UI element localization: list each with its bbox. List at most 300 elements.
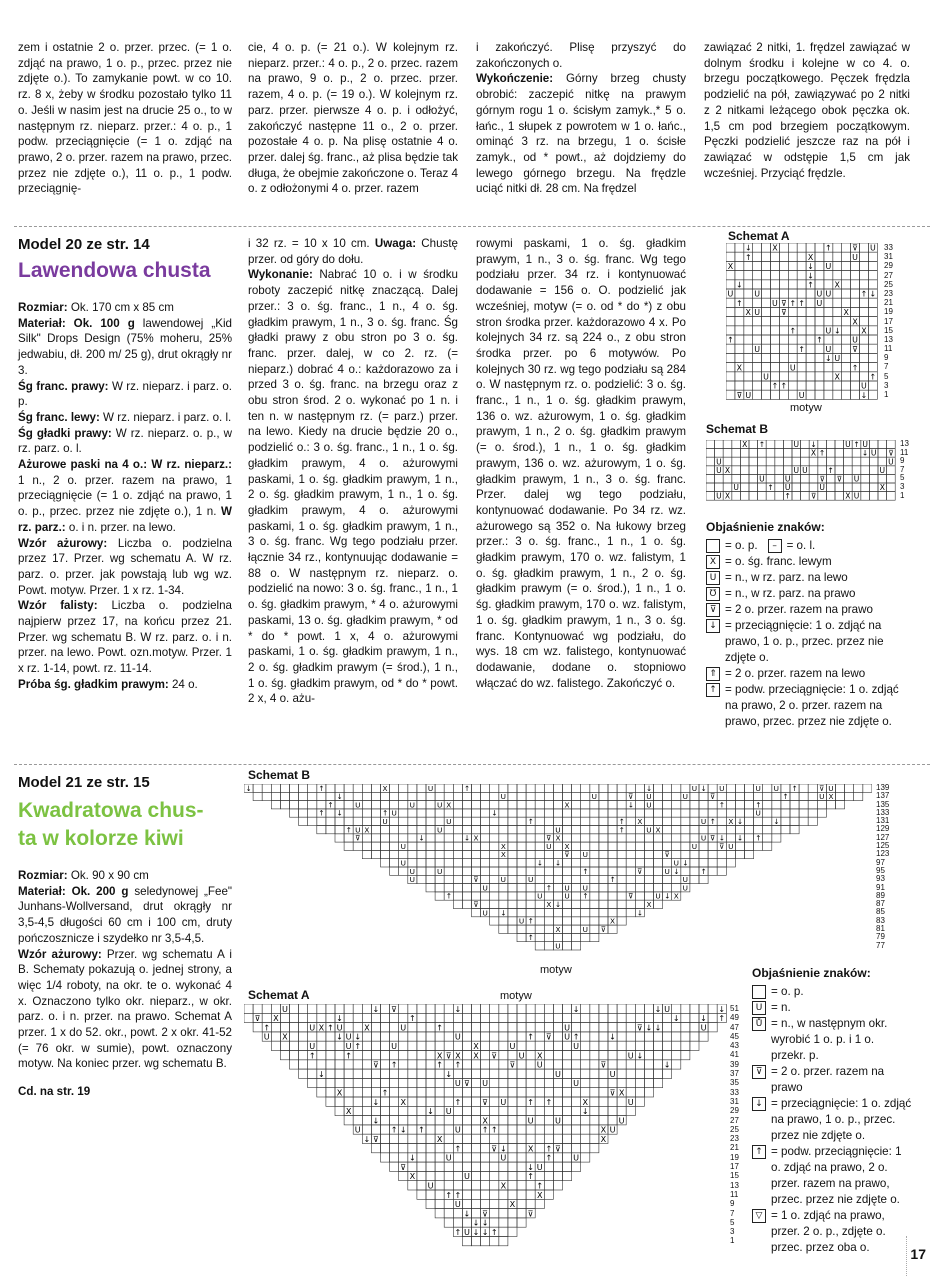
chart-cell bbox=[878, 474, 887, 483]
chart-cell bbox=[499, 1041, 508, 1050]
m21-schemat-b-motyw: motyw bbox=[540, 964, 572, 976]
chart-cell bbox=[426, 1060, 435, 1069]
m20-wf bbox=[18, 598, 232, 677]
chart-cell bbox=[801, 474, 810, 483]
chart-cell bbox=[726, 792, 735, 800]
legend-symbol-icon: Ů bbox=[752, 1017, 766, 1031]
m20-wa-t: Liczba o. podzielna przez 17. Przer. wg schematu A. W rz. parz. o. przer. jak powstają lub wg wz. Powt. motyw. Przer. 1 x rz. 1-34. bbox=[18, 536, 232, 597]
row-number: 41 bbox=[730, 1050, 739, 1060]
chart-symbol: U bbox=[784, 483, 791, 493]
chart-cell bbox=[672, 1032, 681, 1041]
chart-cell bbox=[654, 792, 663, 800]
chart-cell bbox=[779, 243, 788, 252]
chart-cell bbox=[481, 859, 490, 867]
chart-symbol: U bbox=[355, 800, 361, 810]
chart-symbol: U bbox=[454, 1199, 461, 1210]
chart-symbol: U bbox=[664, 866, 670, 876]
chart-cell bbox=[779, 317, 788, 326]
row-number: 15 bbox=[730, 1171, 739, 1181]
chart-cell bbox=[362, 809, 371, 817]
chart-cell bbox=[744, 372, 753, 381]
chart-symbol: U bbox=[355, 825, 361, 835]
chart-cell bbox=[308, 1069, 317, 1078]
chart-cell bbox=[535, 942, 544, 950]
chart-symbol: ⊽ bbox=[564, 850, 570, 860]
chart-symbol: ↑ bbox=[327, 800, 334, 810]
chart-cell bbox=[444, 1199, 453, 1208]
chart-cell bbox=[681, 850, 690, 858]
chart-symbol: ↓ bbox=[645, 784, 653, 793]
chart-symbol: ⊽ bbox=[836, 474, 843, 484]
chart-cell bbox=[472, 1078, 481, 1087]
chart-cell bbox=[735, 353, 744, 362]
chart-cell bbox=[745, 809, 754, 817]
chart-cell bbox=[581, 1023, 590, 1032]
chart-cell bbox=[608, 1051, 617, 1060]
chart-cell bbox=[326, 1004, 335, 1013]
chart-symbol: U bbox=[409, 800, 416, 810]
m20-schemat-b-label: Schemat B bbox=[706, 422, 769, 436]
chart-cell bbox=[408, 1181, 417, 1190]
chart-cell bbox=[715, 449, 724, 458]
chart-symbol: U bbox=[564, 1022, 571, 1033]
model20-col-2 bbox=[248, 236, 458, 707]
chart-symbol: ⊽ bbox=[819, 784, 825, 793]
chart-symbol: U bbox=[682, 875, 689, 885]
chart-cell bbox=[815, 344, 824, 353]
chart-symbol: X bbox=[318, 1022, 325, 1033]
chart-cell bbox=[508, 1153, 517, 1162]
chart-cell bbox=[861, 457, 870, 466]
chart-cell bbox=[644, 1051, 653, 1060]
chart-cell bbox=[835, 440, 844, 449]
chart-cell bbox=[581, 1153, 590, 1162]
chart-cell bbox=[453, 859, 462, 867]
chart-cell bbox=[499, 1171, 508, 1180]
chart-cell bbox=[371, 784, 380, 792]
chart-cell bbox=[472, 1069, 481, 1078]
chart-cell bbox=[790, 792, 799, 800]
chart-cell bbox=[444, 1144, 453, 1153]
chart-cell bbox=[453, 834, 462, 842]
chart-cell bbox=[417, 809, 426, 817]
row-number: 133 bbox=[876, 807, 890, 817]
m21-schemat-a-motyw: motyw bbox=[500, 990, 532, 1002]
chart-symbol: U bbox=[564, 1031, 571, 1042]
chart-symbol: ↓ bbox=[408, 1152, 416, 1163]
chart-cell bbox=[253, 1004, 262, 1013]
chart-cell bbox=[472, 1171, 481, 1180]
chart-cell bbox=[681, 842, 690, 850]
chart-symbol: ↑ bbox=[736, 298, 743, 308]
chart-cell bbox=[608, 801, 617, 809]
chart-cell bbox=[444, 1041, 453, 1050]
chart-cell bbox=[444, 1013, 453, 1022]
chart-cell bbox=[526, 859, 535, 867]
chart-cell bbox=[462, 1181, 471, 1190]
chart-cell bbox=[344, 792, 353, 800]
chart-cell bbox=[599, 792, 608, 800]
chart-symbol: X bbox=[500, 850, 506, 860]
chart-cell bbox=[308, 1078, 317, 1087]
chart-cell bbox=[861, 483, 870, 492]
chart-cell bbox=[608, 850, 617, 858]
chart-cell bbox=[663, 875, 672, 883]
chart-cell bbox=[499, 917, 508, 925]
chart-cell bbox=[590, 1060, 599, 1069]
chart-cell bbox=[717, 817, 726, 825]
chart-cell bbox=[806, 353, 815, 362]
chart-symbol: U bbox=[546, 841, 552, 851]
legend-symbol-icon: ↑ bbox=[752, 1145, 766, 1159]
chart-cell bbox=[499, 1106, 508, 1115]
m20-wa-h: Wzór ażurowy: bbox=[18, 536, 108, 550]
chart-symbol: U bbox=[789, 363, 796, 373]
chart-cell bbox=[792, 483, 801, 492]
chart-cell bbox=[878, 492, 887, 501]
chart-cell bbox=[290, 1023, 299, 1032]
chart-cell bbox=[517, 792, 526, 800]
chart-cell bbox=[508, 1227, 517, 1236]
chart-symbol: ↑ bbox=[454, 1143, 462, 1154]
row-number: 77 bbox=[876, 940, 885, 950]
chart-cell bbox=[553, 1060, 562, 1069]
chart-cell bbox=[726, 834, 735, 842]
chart-symbol: ↓ bbox=[481, 1227, 489, 1237]
chart-cell bbox=[390, 867, 399, 875]
chart-cell bbox=[644, 850, 653, 858]
chart-cell bbox=[499, 1190, 508, 1199]
chart-symbol: U bbox=[382, 817, 388, 826]
chart-cell bbox=[390, 1078, 399, 1087]
chart-cell bbox=[608, 859, 617, 867]
model21-label: Model 21 ze str. 15 bbox=[18, 774, 150, 791]
chart-cell bbox=[887, 440, 896, 449]
chart-cell bbox=[308, 801, 317, 809]
chart-cell bbox=[745, 834, 754, 842]
chart-cell bbox=[408, 1144, 417, 1153]
chart-cell bbox=[544, 1162, 553, 1171]
chart-cell bbox=[371, 1088, 380, 1097]
chart-symbol: ↑ bbox=[327, 1022, 334, 1033]
chart-cell bbox=[462, 1106, 471, 1115]
chart-cell bbox=[553, 792, 562, 800]
chart-cell bbox=[444, 792, 453, 800]
chart-symbol: ↑ bbox=[582, 866, 589, 876]
chart-symbol: X bbox=[745, 308, 751, 318]
chart-cell bbox=[344, 1013, 353, 1022]
chart-cell bbox=[453, 1218, 462, 1227]
chart-cell bbox=[326, 817, 335, 825]
chart-cell bbox=[399, 1041, 408, 1050]
row-number: 95 bbox=[876, 865, 885, 875]
chart-cell bbox=[644, 1060, 653, 1069]
chart-cell bbox=[842, 243, 851, 252]
chart-cell bbox=[808, 801, 817, 809]
chart-cell bbox=[553, 1032, 562, 1041]
chart-symbol: X bbox=[724, 465, 731, 475]
chart-symbol: U bbox=[555, 825, 561, 835]
chart-symbol: ⊽ bbox=[546, 833, 552, 843]
chart-cell bbox=[842, 317, 851, 326]
chart-symbol: ⊽ bbox=[391, 1004, 398, 1014]
chart-cell bbox=[699, 842, 708, 850]
chart-cell bbox=[779, 252, 788, 261]
chart-cell bbox=[723, 440, 732, 449]
chart-cell bbox=[481, 1088, 490, 1097]
chart-cell bbox=[326, 784, 335, 792]
legend-item bbox=[706, 666, 914, 682]
chart-cell bbox=[801, 492, 810, 501]
legend-text: = przeciągnięcie: 1 o. zdjąć na prawo, 1 o. p., przec. przez nie zdjęte o. bbox=[725, 619, 884, 664]
chart-symbol: ↓ bbox=[736, 833, 744, 843]
chart-cell bbox=[335, 826, 344, 834]
chart-cell bbox=[535, 834, 544, 842]
chart-cell bbox=[344, 842, 353, 850]
chart-cell bbox=[842, 326, 851, 335]
chart-cell bbox=[535, 1078, 544, 1087]
chart-symbol: U bbox=[728, 841, 734, 851]
chart-cell bbox=[453, 875, 462, 883]
chart-cell bbox=[426, 1032, 435, 1041]
chart-cell bbox=[381, 1051, 390, 1060]
chart-cell bbox=[326, 1041, 335, 1050]
chart-cell bbox=[851, 280, 860, 289]
chart-cell bbox=[462, 1134, 471, 1143]
chart-cell bbox=[499, 1116, 508, 1125]
chart-cell bbox=[608, 1041, 617, 1050]
chart-cell bbox=[453, 1209, 462, 1218]
chart-cell bbox=[842, 261, 851, 270]
chart-cell bbox=[271, 1023, 280, 1032]
chart-cell bbox=[462, 1237, 471, 1246]
chart-cell bbox=[749, 457, 758, 466]
chart-cell bbox=[563, 1004, 572, 1013]
chart-symbol: ⊽ bbox=[736, 390, 743, 400]
chart-cell bbox=[381, 1125, 390, 1134]
chart-symbol: U bbox=[627, 1096, 634, 1107]
chart-symbol: U bbox=[591, 792, 598, 802]
chart-cell bbox=[435, 1069, 444, 1078]
chart-cell bbox=[749, 449, 758, 458]
chart-symbol: U bbox=[784, 474, 791, 484]
chart-cell bbox=[726, 298, 735, 307]
chart-symbol: X bbox=[646, 900, 652, 909]
chart-cell bbox=[799, 809, 808, 817]
chart-cell bbox=[887, 492, 896, 501]
chart-cell bbox=[860, 344, 869, 353]
chart-cell bbox=[490, 1078, 499, 1087]
chart-cell bbox=[517, 875, 526, 883]
chart-cell bbox=[408, 817, 417, 825]
row-number: 5 bbox=[730, 1217, 735, 1227]
chart-cell bbox=[590, 1004, 599, 1013]
chart-cell bbox=[608, 784, 617, 792]
chart-cell bbox=[517, 933, 526, 941]
chart-cell bbox=[553, 1134, 562, 1143]
chart-cell bbox=[563, 792, 572, 800]
chart-cell bbox=[868, 353, 877, 362]
chart-cell bbox=[444, 1078, 453, 1087]
chart-cell bbox=[435, 834, 444, 842]
chart-cell bbox=[426, 1116, 435, 1125]
chart-cell bbox=[766, 457, 775, 466]
chart-cell bbox=[779, 280, 788, 289]
chart-symbol: X bbox=[564, 841, 570, 851]
chart-symbol: U bbox=[798, 390, 805, 400]
chart-cell bbox=[517, 892, 526, 900]
chart-cell bbox=[590, 1051, 599, 1060]
chart-cell bbox=[706, 466, 715, 475]
chart-cell bbox=[526, 1088, 535, 1097]
chart-cell bbox=[544, 792, 553, 800]
chart-cell bbox=[726, 372, 735, 381]
chart-symbol: X bbox=[364, 825, 370, 835]
legend-text: = n., w rz. parz. na lewo bbox=[725, 571, 848, 584]
chart-cell bbox=[599, 1013, 608, 1022]
chart-cell bbox=[844, 466, 853, 475]
chart-cell bbox=[390, 801, 399, 809]
chart-cell bbox=[371, 1125, 380, 1134]
chart-cell bbox=[763, 792, 772, 800]
chart-cell bbox=[408, 1125, 417, 1134]
chart-symbol: ↑ bbox=[818, 448, 826, 458]
chart-cell bbox=[453, 801, 462, 809]
chart-cell bbox=[526, 826, 535, 834]
chart-cell bbox=[726, 280, 735, 289]
chart-cell bbox=[654, 850, 663, 858]
legend-item bbox=[752, 984, 912, 1000]
chart-cell bbox=[781, 809, 790, 817]
chart-cell bbox=[868, 390, 877, 399]
chart-cell bbox=[744, 289, 753, 298]
chart-cell bbox=[771, 335, 780, 344]
chart-cell bbox=[644, 892, 653, 900]
chart-cell bbox=[435, 1032, 444, 1041]
chart-cell bbox=[535, 817, 544, 825]
top-col-2-text: cie, 4 o. p. (= 21 o.). W kolejnym rz. nieparz. przer.: 4 o. p., 2 o. przec. razem na prawo, 9 o. p., 2 o. przec. przer. razem, 4 o. p. (= 19 o.). W kolejnym rz. parz. przer. pierwsze 4 o. p. i odłożyć, zakończyć następne 11 o., 2 o. przer. pozostałe 4 o. p. Na plisę ostatnie 4 o. przer. dalej śg. franc., aż plisa będzie tak długa, że obejmie zakończone o. Teraz 4 o. z odłożonymi 4 o. przer. razem bbox=[248, 41, 458, 196]
chart-symbol: ↓ bbox=[499, 1143, 507, 1154]
m20-col2a-t: i 32 rz. = 10 x 10 cm. bbox=[248, 237, 375, 250]
chart-cell bbox=[797, 372, 806, 381]
chart-cell bbox=[572, 942, 581, 950]
chart-cell bbox=[762, 326, 771, 335]
chart-cell bbox=[371, 1106, 380, 1115]
chart-symbol: ↓ bbox=[736, 280, 743, 290]
chart-cell bbox=[654, 817, 663, 825]
chart-cell bbox=[708, 1013, 717, 1022]
chart-cell bbox=[797, 307, 806, 316]
chart-cell bbox=[806, 363, 815, 372]
chart-cell bbox=[626, 1106, 635, 1115]
chart-cell bbox=[444, 1125, 453, 1134]
chart-cell bbox=[544, 1060, 553, 1069]
chart-cell bbox=[308, 792, 317, 800]
chart-cell bbox=[472, 792, 481, 800]
chart-cell bbox=[626, 817, 635, 825]
chart-cell bbox=[290, 809, 299, 817]
chart-symbol: ⊽ bbox=[445, 1050, 452, 1061]
chart-cell bbox=[851, 271, 860, 280]
chart-cell bbox=[868, 381, 877, 390]
chart-cell bbox=[572, 826, 581, 834]
chart-cell bbox=[672, 784, 681, 792]
chart-symbol: U bbox=[733, 483, 739, 493]
row-number: 89 bbox=[876, 890, 885, 900]
chart-cell bbox=[860, 353, 869, 362]
chart-symbol: U bbox=[716, 457, 722, 467]
chart-cell bbox=[617, 1078, 626, 1087]
chart-cell bbox=[818, 492, 827, 501]
row-number: 25 bbox=[730, 1124, 739, 1134]
chart-symbol: ⊽ bbox=[628, 792, 634, 802]
chart-cell bbox=[526, 884, 535, 892]
chart-cell bbox=[472, 1013, 481, 1022]
chart-symbol: U bbox=[609, 1068, 616, 1079]
chart-cell bbox=[244, 1013, 253, 1022]
chart-cell bbox=[790, 826, 799, 834]
chart-cell bbox=[644, 1078, 653, 1087]
chart-cell bbox=[801, 440, 810, 449]
chart-cell bbox=[426, 1199, 435, 1208]
chart-symbol: ⊽ bbox=[473, 900, 479, 909]
chart-cell bbox=[635, 1013, 644, 1022]
row-number: 33 bbox=[730, 1087, 739, 1097]
chart-cell bbox=[453, 1041, 462, 1050]
chart-cell bbox=[408, 1023, 417, 1032]
chart-cell bbox=[344, 1097, 353, 1106]
chart-cell bbox=[617, 892, 626, 900]
chart-symbol: ↑ bbox=[798, 344, 805, 354]
chart-cell bbox=[581, 917, 590, 925]
chart-symbol: ↑ bbox=[381, 808, 389, 818]
chart-cell bbox=[644, 842, 653, 850]
chart-cell bbox=[499, 884, 508, 892]
chart-cell bbox=[753, 390, 762, 399]
chart-cell bbox=[753, 280, 762, 289]
m21-schemat-a-rows bbox=[730, 1004, 752, 1246]
chart-cell bbox=[426, 875, 435, 883]
chart-cell bbox=[726, 307, 735, 316]
row-number: 31 bbox=[730, 1096, 739, 1106]
chart-symbol: ⊽ bbox=[600, 924, 607, 934]
chart-cell bbox=[690, 1032, 699, 1041]
chart-cell bbox=[526, 1041, 535, 1050]
chart-cell bbox=[815, 372, 824, 381]
chart-cell bbox=[708, 859, 717, 867]
chart-cell bbox=[408, 1078, 417, 1087]
chart-cell bbox=[835, 483, 844, 492]
chart-cell bbox=[526, 1106, 535, 1115]
chart-cell bbox=[581, 909, 590, 917]
chart-cell bbox=[771, 344, 780, 353]
chart-cell bbox=[517, 1069, 526, 1078]
chart-cell bbox=[417, 1088, 426, 1097]
chart-cell bbox=[262, 1013, 271, 1022]
chart-cell bbox=[563, 917, 572, 925]
chart-cell bbox=[762, 344, 771, 353]
chart-symbol: X bbox=[473, 1041, 479, 1051]
chart-cell bbox=[635, 1069, 644, 1078]
chart-symbol: ↑ bbox=[490, 1124, 498, 1135]
chart-cell bbox=[472, 784, 481, 792]
chart-symbol: U bbox=[446, 817, 452, 826]
chart-symbol: X bbox=[610, 916, 616, 926]
chart-cell bbox=[836, 801, 845, 809]
chart-symbol: U bbox=[691, 784, 698, 793]
chart-cell bbox=[599, 1032, 608, 1041]
chart-cell bbox=[553, 1181, 562, 1190]
